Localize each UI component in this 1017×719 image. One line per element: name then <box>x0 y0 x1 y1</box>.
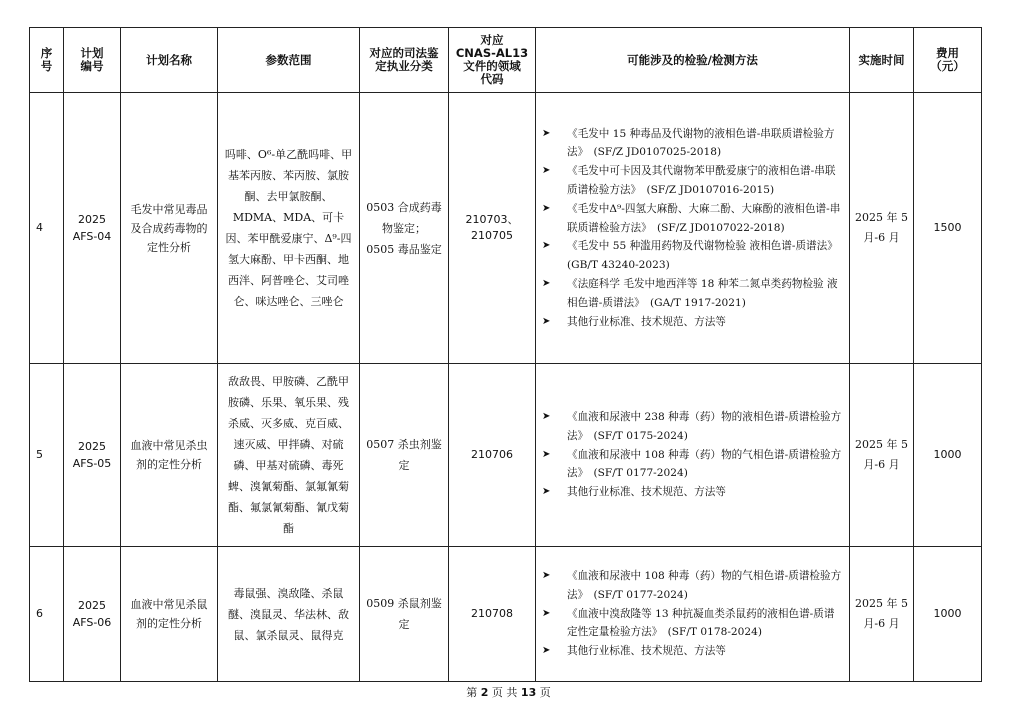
cnas-code: 210703、 <box>465 213 519 226</box>
judicial-item: 0505 毒品鉴定 <box>366 242 442 256</box>
page-footer <box>0 684 1017 700</box>
plan-no-code: AFS-04 <box>72 230 112 243</box>
row-plan-name: 血液中常见杀虫剂的定性分析 <box>121 364 218 547</box>
row-plan-no <box>64 547 121 682</box>
row-cnas-codes <box>449 364 536 547</box>
arrowhead-bullet-icon: ➤ <box>542 127 551 139</box>
row-seq: 6 <box>30 547 64 682</box>
header-cnas-line: CNAS-AL13 <box>455 46 529 60</box>
judicial-item: 0509 杀鼠剂鉴定 <box>366 597 442 631</box>
row-judicial <box>360 364 449 547</box>
header-seq <box>30 28 64 93</box>
cnas-code: 210705 <box>471 229 513 242</box>
row-fee: 1000 <box>914 364 982 547</box>
arrowhead-bullet-icon: ➤ <box>542 607 551 619</box>
method-item <box>540 642 843 661</box>
row-time: 2025 年 5 月-6 月 <box>850 93 914 364</box>
method-text: 《血液和尿液中 108 种毒（药）物的气相色谱-质谱检验方法》 (SF/T 0177-2024) <box>567 448 842 480</box>
method-text: 其他行业标准、技术规范、方法等 <box>567 486 726 499</box>
row-params: 毒鼠强、溴敌隆、杀鼠醚、溴鼠灵、华法林、敌鼠、氯杀鼠灵、鼠得克 <box>218 547 360 682</box>
header-time: 实施时间 <box>850 28 914 93</box>
method-list <box>540 408 843 502</box>
header-methods: 可能涉及的检验/检测方法 <box>536 28 850 93</box>
method-text: 《血液中溴敌隆等 13 种抗凝血类杀鼠药的液相色谱-质谱定性定量检验方法》 (SF/T 0178-2024) <box>567 607 835 639</box>
method-item <box>540 162 843 200</box>
plan-no-code: AFS-05 <box>72 457 112 470</box>
footer-page-total: 13 <box>520 686 537 699</box>
method-text: 《法庭科学 毛发中地西泮等 18 种苯二氮卓类药物检验 液相色谱-质谱法》 (GA/T 1917-2021) <box>567 277 838 309</box>
header-row <box>30 28 982 93</box>
arrowhead-bullet-icon: ➤ <box>542 411 551 422</box>
row-plan-no <box>64 93 121 364</box>
arrowhead-bullet-icon: ➤ <box>542 240 551 252</box>
row-cnas-codes <box>449 547 536 682</box>
header-seq-line: 序 <box>40 46 53 60</box>
header-seq-line: 号 <box>40 59 53 73</box>
arrowhead-bullet-icon: ➤ <box>542 570 551 581</box>
arrowhead-bullet-icon: ➤ <box>542 645 551 657</box>
row-plan-name: 毛发中常见毒品及合成药毒物的定性分析 <box>121 93 218 364</box>
method-text: 《毛发中Δ⁹-四氢大麻酚、大麻二酚、大麻酚的液相色谱-串联质谱检验方法》 (SF/Z JD0107022-2018) <box>567 202 841 234</box>
row-plan-name: 血液中常见杀鼠剂的定性分析 <box>121 547 218 682</box>
arrowhead-bullet-icon: ➤ <box>542 165 551 177</box>
header-fee-line: （元） <box>930 59 965 73</box>
row-params: 敌敌畏、甲胺磷、乙酰甲胺磷、乐果、氧乐果、残杀威、灭多威、克百威、速灭威、甲拌磷、对硫磷、甲基对硫磷、毒死蜱、溴氰菊酯、氯氟氰菊酯、氟氯氰菊酯、氰戊菊酯 <box>218 364 360 547</box>
cnas-code: 210706 <box>471 448 513 461</box>
header-judicial-line: 对应的司法鉴 <box>369 46 439 60</box>
row-plan-no <box>64 364 121 547</box>
method-item <box>540 605 843 643</box>
header-cnas-line: 文件的领域 <box>463 59 521 73</box>
method-item <box>540 237 843 275</box>
plan-no-year: 2025 <box>78 440 106 453</box>
row-judicial <box>360 547 449 682</box>
method-item <box>540 313 843 332</box>
arrowhead-bullet-icon: ➤ <box>542 277 551 289</box>
header-fee <box>914 28 982 93</box>
header-plan-no-line: 计划 <box>80 46 104 60</box>
row-seq: 4 <box>30 93 64 364</box>
header-fee-line: 费用 <box>936 46 959 60</box>
row-judicial <box>360 93 449 364</box>
judicial-item: 0503 合成药毒物鉴定； <box>366 200 442 235</box>
arrowhead-bullet-icon: ➤ <box>542 486 551 498</box>
header-plan-name: 计划名称 <box>121 28 218 93</box>
row-cnas-codes <box>449 93 536 364</box>
row-methods <box>536 93 850 364</box>
method-item <box>540 125 843 163</box>
method-text: 《血液和尿液中 238 种毒（药）物的液相色谱-质谱检验方法》 (SF/T 0175-2024) <box>567 411 842 442</box>
cnas-code: 210708 <box>471 607 513 620</box>
header-cnas <box>449 28 536 93</box>
header-cnas-line: 代码 <box>480 72 504 86</box>
footer-page-number: 2 <box>480 686 489 699</box>
row-params: 吗啡、O⁶-单乙酰吗啡、甲基苯丙胺、苯丙胺、氯胺酮、去甲氯胺酮、MDMA、MDA、可卡因、苯甲酰爱康宁、Δ⁹-四氢大麻酚、甲卡西酮、地西泮、阿普唑仑、艾司唑仑、咪达唑仑、三唑仑 <box>218 93 360 364</box>
method-item <box>540 200 843 238</box>
table-row <box>30 93 982 364</box>
method-item <box>540 408 843 446</box>
row-fee: 1000 <box>914 547 982 682</box>
method-text: 《毛发中 55 种滥用药物及代谢物检验 液相色谱-质谱法》 (GB/T 43240-2023) <box>567 240 844 272</box>
table-row <box>30 547 982 682</box>
header-plan-no-line: 编号 <box>80 59 104 73</box>
arrowhead-bullet-icon: ➤ <box>542 202 551 214</box>
method-text: 《血液和尿液中 108 种毒（药）物的气相色谱-质谱检验方法》 (SF/T 0177-2024) <box>567 570 842 601</box>
method-text: 《毛发中可卡因及其代谢物苯甲酰爱康宁的液相色谱-串联质谱检验方法》 (SF/Z JD0107016-2015) <box>567 165 836 196</box>
plan-table-container <box>29 27 981 682</box>
row-time: 2025 年 5 月-6 月 <box>850 364 914 547</box>
plan-no-year: 2025 <box>78 599 106 612</box>
method-text: 《毛发中 15 种毒品及代谢物的液相色谱-串联质谱检验方法》 (SF/Z JD0107025-2018) <box>567 127 835 159</box>
header-judicial-line: 定执业分类 <box>375 59 433 73</box>
method-text: 其他行业标准、技术规范、方法等 <box>567 315 726 328</box>
row-methods <box>536 364 850 547</box>
method-list <box>540 125 843 332</box>
method-item <box>540 446 843 484</box>
row-seq: 5 <box>30 364 64 547</box>
plan-no-code: AFS-06 <box>72 616 112 629</box>
row-methods <box>536 547 850 682</box>
row-fee: 1500 <box>914 93 982 364</box>
table-row <box>30 364 982 547</box>
header-plan-no <box>64 28 121 93</box>
method-list <box>540 567 843 661</box>
header-judicial <box>360 28 449 93</box>
judicial-item: 0507 杀虫剂鉴定 <box>366 438 442 472</box>
method-item <box>540 483 843 502</box>
row-time: 2025 年 5 月-6 月 <box>850 547 914 682</box>
proficiency-plan-table <box>29 27 982 682</box>
footer-prefix: 第 <box>466 686 481 699</box>
footer-suffix: 页 <box>536 686 551 699</box>
arrowhead-bullet-icon: ➤ <box>542 315 551 327</box>
plan-no-year: 2025 <box>78 213 106 226</box>
method-text: 其他行业标准、技术规范、方法等 <box>567 645 726 658</box>
footer-middle: 页 共 <box>488 686 521 699</box>
header-cnas-line: 对应 <box>480 33 504 47</box>
arrowhead-bullet-icon: ➤ <box>542 448 551 460</box>
method-item <box>540 275 843 313</box>
method-item <box>540 567 843 605</box>
header-params: 参数范围 <box>218 28 360 93</box>
